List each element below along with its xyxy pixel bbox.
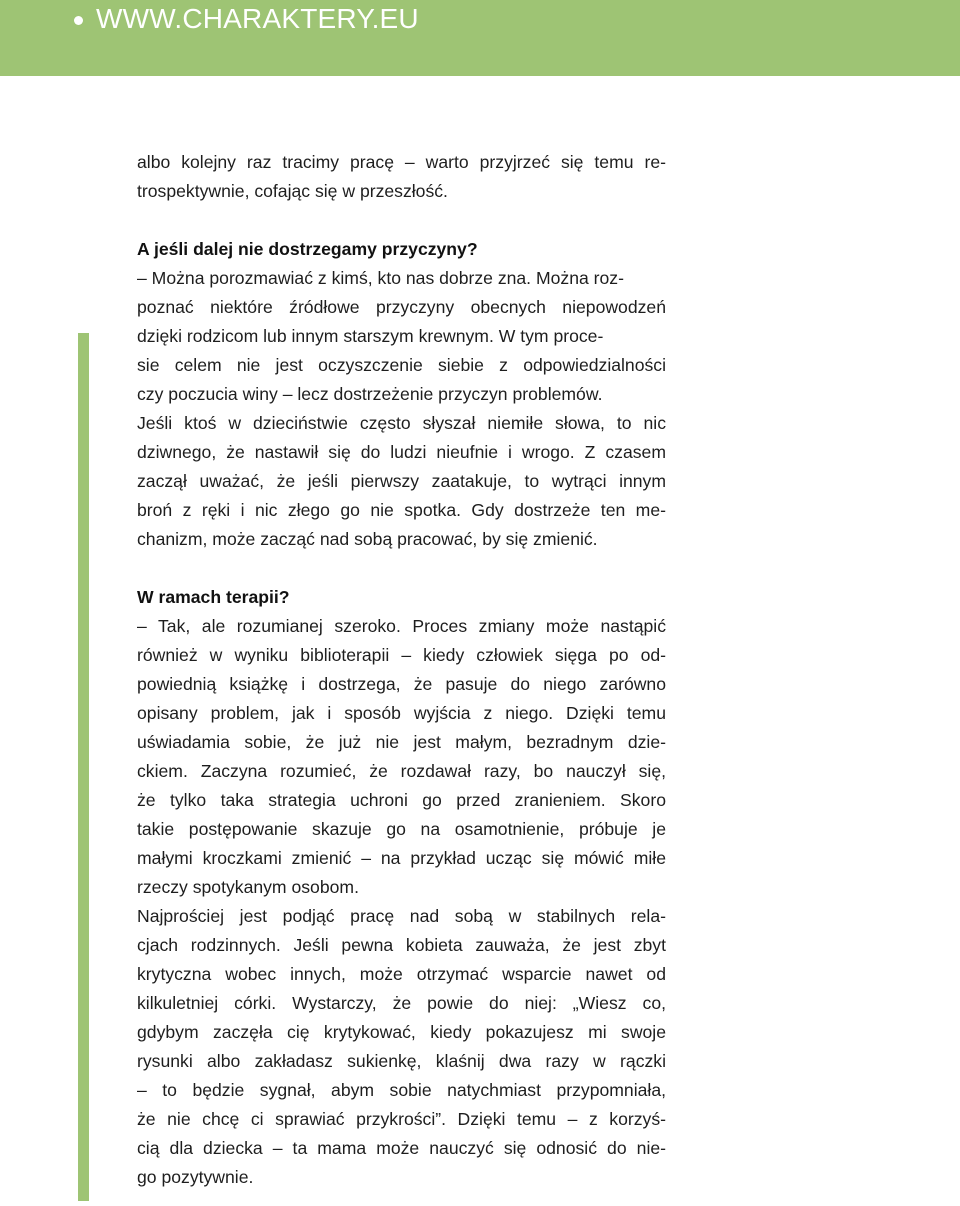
paragraph-line: zaczął uważać, że jeśli pierwszy zaatakuje, to wytrąci innym [137, 471, 666, 491]
paragraph-line: – Można porozmawiać z kimś, kto nas dobrze zna. Można roz- [137, 268, 624, 288]
paragraph-line: gdybym zaczęła cię krytykować, kiedy pokazujesz mi swoje [137, 1022, 666, 1042]
paragraph-line: – Tak, ale rozumianej szeroko. Proces zmiany może nastąpić [137, 616, 666, 636]
article-body [137, 148, 666, 1192]
paragraph-line: ckiem. Zaczyna rozumieć, że rozdawał razy, bo nauczył się, [137, 761, 666, 781]
paragraph-line: czy poczucia winy – lecz dostrzeżenie przyczyn problemów. [137, 384, 603, 404]
paragraph-line: takie postępowanie skazuje go na osamotnienie, próbuje je [137, 819, 666, 839]
paragraph-line: albo kolejny raz tracimy pracę – warto przyjrzeć się temu re- [137, 152, 666, 172]
site-url-header [74, 0, 419, 38]
paragraph-line: Jeśli ktoś w dzieciństwie często słyszał niemiłe słowa, to nic [137, 413, 666, 433]
site-url-text: WWW.CHARAKTERY.EU [96, 3, 419, 34]
paragraph-line: małymi kroczkami zmienić – na przykład ucząc się mówić miłe [137, 848, 666, 868]
paragraph-gap [137, 206, 666, 235]
paragraph-line: trospektywnie, cofając się w przeszłość. [137, 181, 448, 201]
paragraph-gap [137, 554, 666, 583]
paragraph-line: powiednią książkę i dostrzega, że pasuje do niego zarówno [137, 674, 666, 694]
paragraph-line: sie celem nie jest oczyszczenie siebie z odpowiedzialności [137, 355, 666, 375]
paragraph-line: że nie chcę ci sprawiać przykrości”. Dzięki temu – z korzyś- [137, 1109, 666, 1129]
paragraph-line: rzeczy spotykanym osobom. [137, 877, 359, 897]
paragraph-line: uświadamia sobie, że już nie jest małym, bezradnym dzie- [137, 732, 666, 752]
paragraph-line: cią dla dziecka – ta mama może nauczyć się odnosić do nie- [137, 1138, 666, 1158]
paragraph-line: – to będzie sygnał, abym sobie natychmiast przypomniała, [137, 1080, 666, 1100]
paragraph-line: opisany problem, jak i sposób wyjścia z niego. Dzięki temu [137, 703, 666, 723]
question-heading: W ramach terapii? [137, 587, 290, 607]
paragraph-line: dzięki rodzicom lub innym starszym krewnym. W tym proce- [137, 326, 604, 346]
decorative-side-bar [78, 333, 89, 1201]
paragraph-line: kilkuletniej córki. Wystarczy, że powie do niej: „Wiesz co, [137, 993, 666, 1013]
question-heading: A jeśli dalej nie dostrzegamy przyczyny? [137, 239, 478, 259]
paragraph-line: krytyczna wobec innych, może otrzymać wsparcie nawet od [137, 964, 666, 984]
header-bar [0, 0, 960, 76]
paragraph-line: rysunki albo zakładasz sukienkę, klaśnij dwa razy w rączki [137, 1051, 666, 1071]
paragraph-line: chanizm, może zacząć nad sobą pracować, by się zmienić. [137, 529, 598, 549]
paragraph-line: że tylko taka strategia uchroni go przed zranieniem. Skoro [137, 790, 666, 810]
paragraph-line: poznać niektóre źródłowe przyczyny obecnych niepowodzeń [137, 297, 666, 317]
bullet-icon [74, 16, 83, 25]
paragraph-line: cjach rodzinnych. Jeśli pewna kobieta zauważa, że jest zbyt [137, 935, 666, 955]
paragraph-line: dziwnego, że nastawił się do ludzi nieufnie i wrogo. Z czasem [137, 442, 666, 462]
paragraph-line: broń z ręki i nic złego go nie spotka. Gdy dostrzeże ten me- [137, 500, 666, 520]
paragraph-line: Najprościej jest podjąć pracę nad sobą w stabilnych rela- [137, 906, 666, 926]
paragraph-line: go pozytywnie. [137, 1167, 254, 1187]
paragraph-line: również w wyniku biblioterapii – kiedy człowiek sięga po od- [137, 645, 666, 665]
